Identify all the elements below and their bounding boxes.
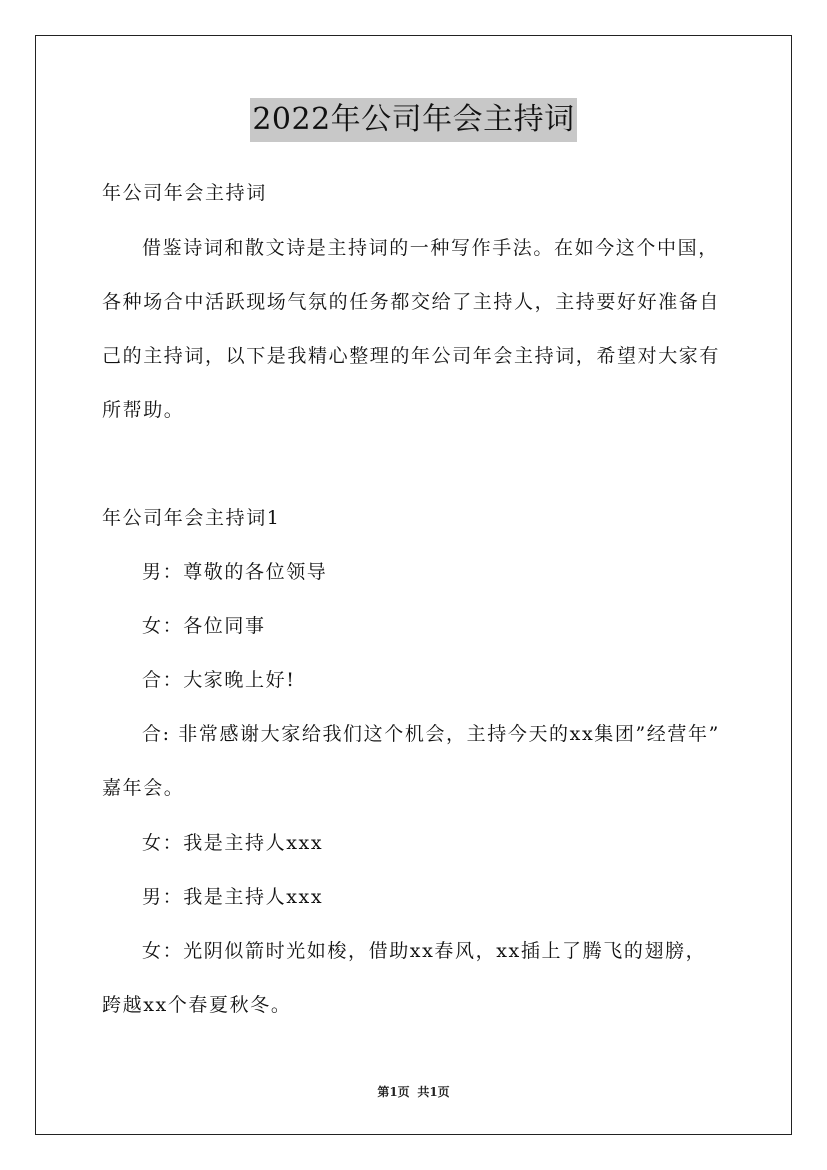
dialogue-line: 嘉年会。 bbox=[102, 777, 185, 799]
page-total: 共1页 bbox=[417, 1085, 450, 1099]
dialogue-line: 合：大家晚上好! bbox=[142, 669, 296, 691]
paragraph-line: 各种场合中活跃现场气氛的任务都交给了主持人，主持要好好准备自 bbox=[102, 291, 721, 313]
dialogue-line: 男：尊敬的各位领导 bbox=[142, 561, 328, 583]
dialogue-line: 男：我是主持人xxx bbox=[142, 886, 324, 908]
paragraph-line: 借鉴诗词和散文诗是主持词的一种写作手法。在如今这个中国， bbox=[142, 237, 719, 259]
paragraph-line: 所帮助。 bbox=[102, 399, 185, 421]
title-container bbox=[0, 98, 827, 142]
section-heading: 年公司年会主持词 bbox=[102, 182, 267, 204]
dialogue-line: 合: 非常感谢大家给我们这个机会，主持今天的xx集团”经营年” bbox=[142, 723, 720, 745]
section-heading: 年公司年会主持词1 bbox=[102, 507, 281, 529]
dialogue-line: 女：我是主持人xxx bbox=[142, 832, 324, 854]
paragraph-line: 己的主持词，以下是我精心整理的年公司年会主持词，希望对大家有 bbox=[102, 345, 721, 367]
dialogue-line: 跨越xx个春夏秋冬。 bbox=[102, 994, 292, 1016]
page-footer bbox=[0, 1084, 827, 1100]
document-title: 2022年公司年会主持词 bbox=[250, 98, 576, 142]
dialogue-line: 女：光阴似箭时光如梭，借助xx春风，xx插上了腾飞的翅膀， bbox=[142, 940, 707, 962]
dialogue-line: 女：各位同事 bbox=[142, 615, 266, 637]
page-number: 第1页 bbox=[377, 1085, 410, 1099]
